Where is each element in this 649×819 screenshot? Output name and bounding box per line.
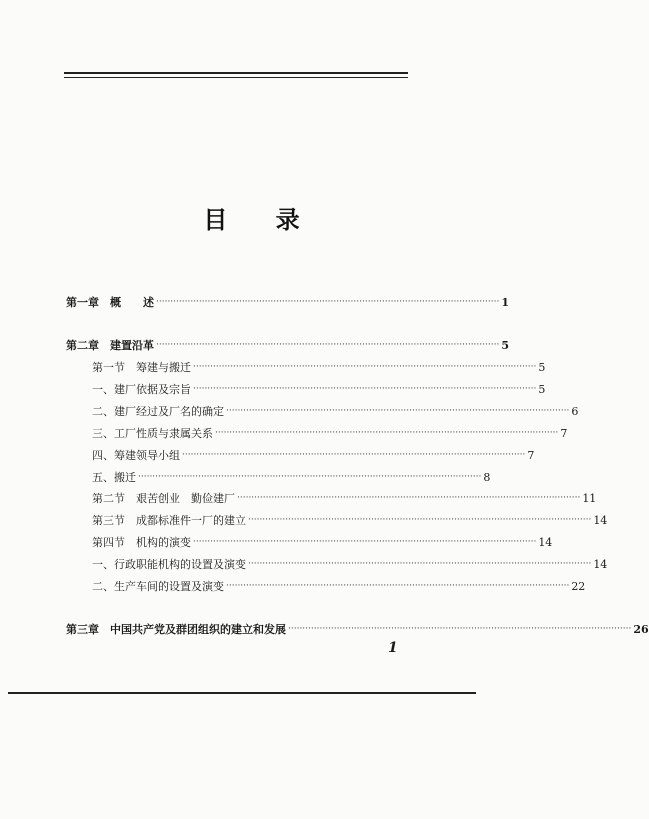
toc-label: 第一节 筹建与搬迁 (92, 361, 191, 374)
toc-leader-dots: ························································································································ (288, 624, 632, 634)
top-rule (64, 72, 408, 74)
toc-entry (92, 402, 579, 420)
page-title (0, 200, 505, 235)
toc-entry (92, 533, 553, 551)
toc-page-number: 14 (593, 513, 608, 527)
toc-entry (92, 511, 608, 529)
toc-label: 二、生产车间的设置及演变 (92, 580, 224, 593)
toc-page-number: 14 (593, 557, 608, 571)
toc-page-number: 5 (501, 338, 509, 352)
title-char-2: 录 (275, 206, 302, 234)
toc-entry (92, 424, 568, 442)
toc-page-number: 6 (571, 404, 579, 418)
toc-entry (92, 577, 586, 595)
toc-label: 四、筹建领导小组 (92, 449, 180, 462)
toc-leader-dots: ························································································································ (193, 537, 537, 547)
toc-label: 五、搬迁 (92, 471, 136, 484)
toc-page-number: 8 (483, 470, 491, 484)
toc-page-number: 14 (538, 535, 553, 549)
toc-leader-dots: ························································································································ (226, 581, 570, 591)
toc-label: 二、建厂经过及厂名的确定 (92, 405, 224, 418)
toc-label: 第二节 艰苦创业 勤俭建厂 (92, 492, 235, 505)
toc-entry (92, 358, 546, 376)
toc-leader-dots: ························································································································ (193, 384, 537, 394)
toc-entry (66, 293, 509, 311)
toc-entry (92, 446, 535, 464)
toc-entry (66, 620, 649, 638)
toc-page-number: 7 (527, 448, 535, 462)
toc-leader-dots: ························································································································ (156, 340, 500, 350)
toc-entry (92, 468, 491, 486)
toc-leader-dots: ························································································································ (182, 450, 526, 460)
toc-label: 一、行政职能机构的设置及演变 (92, 558, 246, 571)
toc-page-number: 5 (538, 382, 546, 396)
toc-leader-dots: ························································································································ (156, 297, 500, 307)
toc-page-number: 26 (633, 622, 649, 636)
title-char-1: 目 (203, 206, 230, 234)
top-rule-thin (64, 77, 408, 78)
toc-page-number: 1 (501, 295, 509, 309)
toc-page-number: 7 (560, 426, 568, 440)
toc-entry (92, 489, 597, 507)
toc-leader-dots: ························································································································ (248, 559, 592, 569)
bottom-rule (8, 692, 476, 694)
toc-leader-dots: ························································································································ (193, 362, 537, 372)
toc-label: 第三节 成都标准件一厂的建立 (92, 514, 246, 527)
page-number: 1 (388, 640, 398, 656)
toc-entry (92, 380, 546, 398)
toc-label: 第二章 建置沿革 (66, 339, 154, 352)
toc-label: 一、建厂依据及宗旨 (92, 383, 191, 396)
toc-label: 第一章 概 述 (66, 296, 154, 309)
toc-page-number: 11 (582, 491, 597, 505)
toc-entry (92, 555, 608, 573)
toc-leader-dots: ························································································································ (215, 428, 559, 438)
toc-leader-dots: ························································································································ (248, 515, 592, 525)
toc-label: 第三章 中国共产党及群团组织的建立和发展 (66, 623, 286, 636)
toc-label: 三、工厂性质与隶属关系 (92, 427, 213, 440)
toc-page-number: 5 (538, 360, 546, 374)
toc-leader-dots: ························································································································ (138, 472, 482, 482)
toc-leader-dots: ························································································································ (237, 493, 581, 503)
toc-page-number: 22 (571, 579, 586, 593)
toc-leader-dots: ························································································································ (226, 406, 570, 416)
toc-label: 第四节 机构的演变 (92, 536, 191, 549)
toc-entry (66, 336, 509, 354)
